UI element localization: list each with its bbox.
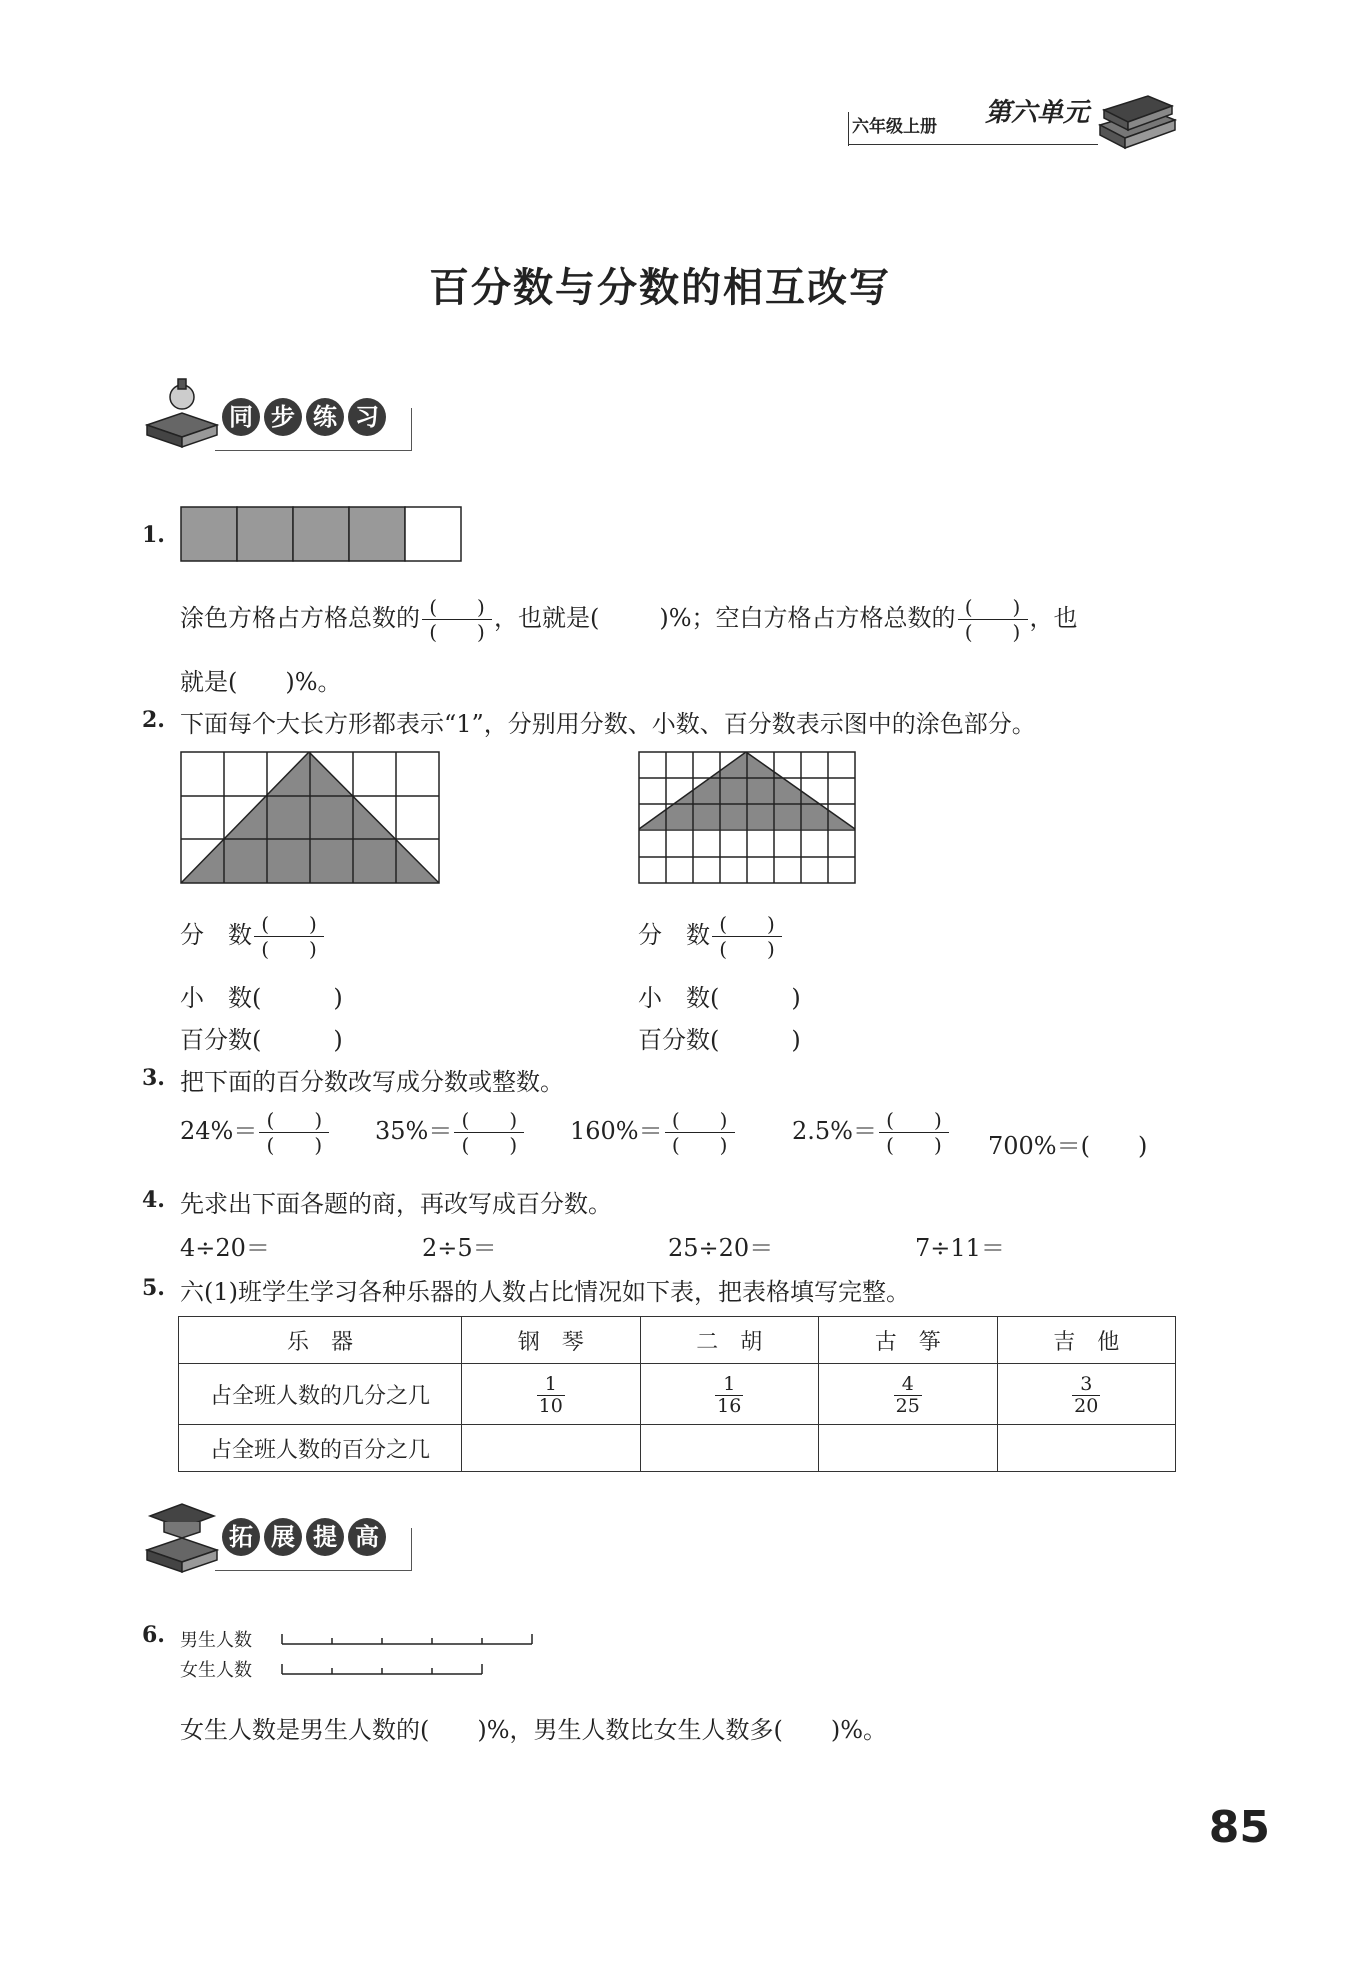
q2-left-percent[interactable]: 百分数( )	[180, 1026, 343, 1054]
boys-segment-bar	[280, 1630, 540, 1648]
triangle-grid-left	[180, 751, 442, 885]
fraction-blank[interactable]: $\frac{( )}{( )}$	[712, 912, 782, 961]
page-number: 85	[1208, 1802, 1270, 1853]
section-title-extend: 拓 展 提 高	[222, 1518, 386, 1556]
section-underline	[215, 1528, 412, 1571]
q4-item[interactable]: 2÷5＝	[422, 1234, 497, 1262]
q3-prompt: 把下面的百分数改写成分数或整数。	[180, 1068, 564, 1096]
fraction-blank[interactable]: $\frac{( )}{( )}$	[665, 1108, 735, 1157]
q2-prompt: 下面每个大长方形都表示“1”，分别用分数、小数、百分数表示图中的涂色部分。	[180, 710, 1036, 738]
q4-prompt: 先求出下面各题的商，再改写成百分数。	[180, 1190, 612, 1218]
grid-five-cells	[180, 506, 462, 562]
girls-segment-bar	[280, 1660, 500, 1678]
fraction-blank[interactable]: $\frac{( )}{( )}$	[879, 1108, 949, 1157]
q2-right-decimal[interactable]: 小 数( )	[638, 984, 801, 1012]
q4-item[interactable]: 25÷20＝	[668, 1234, 774, 1262]
answer-cell[interactable]	[640, 1425, 819, 1472]
question-number: 2.	[142, 707, 165, 733]
question-number: 1.	[142, 522, 165, 548]
books-icon	[1090, 80, 1180, 150]
question-number: 4.	[142, 1187, 165, 1213]
fraction-blank[interactable]: $\frac{( )}{( )}$	[259, 1108, 329, 1157]
answer-cell[interactable]	[819, 1425, 998, 1472]
unit-label: 第六单元	[985, 98, 1090, 128]
q2-right-fraction: 分 数 $\frac{( )}{( )}$	[638, 912, 784, 961]
q3-item: 35%＝ $\frac{( )}{( )}$	[375, 1108, 526, 1157]
q2-left-fraction: 分 数 $\frac{( )}{( )}$	[180, 912, 326, 961]
q3-item: 24%＝ $\frac{( )}{( )}$	[180, 1108, 331, 1157]
girls-label: 女生人数	[180, 1660, 252, 1681]
q6-text[interactable]: 女生人数是男生人数的( )%，男生人数比女生人数多( )%。	[180, 1716, 888, 1744]
question-number: 6.	[142, 1622, 165, 1648]
q3-item-whole[interactable]: 700%＝( )	[988, 1132, 1148, 1160]
boys-label: 男生人数	[180, 1630, 252, 1651]
table-fraction: $\frac{1}{10}$	[538, 1373, 563, 1417]
header-rule	[848, 144, 1098, 145]
question-number: 3.	[142, 1065, 165, 1091]
q4-item[interactable]: 7÷11＝	[915, 1234, 1005, 1262]
header-divider	[848, 112, 849, 146]
fraction-blank[interactable]: $\frac{( )}{( )}$	[454, 1108, 524, 1157]
table-fraction: $\frac{4}{25}$	[895, 1373, 920, 1417]
page-title: 百分数与分数的相互改写	[429, 264, 891, 311]
table-fraction: $\frac{1}{16}$	[717, 1373, 742, 1417]
triangle-grid-right	[638, 751, 858, 885]
table-row: 占全班人数的百分之几	[179, 1425, 1176, 1472]
grade-label: 六年级上册	[852, 117, 937, 137]
fraction-blank[interactable]: $\frac{( )}{( )}$	[422, 595, 492, 644]
section-underline	[215, 408, 412, 451]
section-title-practice: 同 步 练 习	[222, 398, 386, 436]
q1-line2: 就是( )%。	[180, 668, 342, 696]
answer-cell[interactable]	[462, 1425, 641, 1472]
q5-prompt: 六(1)班学生学习各种乐器的人数占比情况如下表，把表格填写完整。	[180, 1278, 910, 1306]
q3-item: 2.5%＝ $\frac{( )}{( )}$	[792, 1108, 951, 1157]
books-lamp-icon	[142, 375, 222, 455]
q4-item[interactable]: 4÷20＝	[180, 1234, 270, 1262]
answer-cell[interactable]	[997, 1425, 1176, 1472]
question-number: 5.	[142, 1275, 165, 1301]
table-header-row: 乐 器 钢 琴 二 胡 古 筝 吉 他	[179, 1317, 1176, 1364]
instrument-table	[178, 1316, 1176, 1472]
books-cap-icon	[142, 1498, 222, 1578]
q1-line1: 涂色方格占方格总数的 $\frac{( )}{( )}$ ，也就是( )%；空白方格占方格总数的 $\frac{( )}{( )}$ ，也	[180, 595, 1078, 644]
fraction-blank[interactable]: $\frac{( )}{( )}$	[958, 595, 1028, 644]
q2-right-percent[interactable]: 百分数( )	[638, 1026, 801, 1054]
fraction-blank[interactable]: $\frac{( )}{( )}$	[254, 912, 324, 961]
table-row: 占全班人数的几分之几 $\frac{1}{10}$ $\frac{1}{16}$ $\frac{4}{25}$ $\frac{3}{20}$	[179, 1364, 1176, 1425]
q2-left-decimal[interactable]: 小 数( )	[180, 984, 343, 1012]
q3-item: 160%＝ $\frac{( )}{( )}$	[570, 1108, 737, 1157]
table-fraction: $\frac{3}{20}$	[1074, 1373, 1099, 1417]
